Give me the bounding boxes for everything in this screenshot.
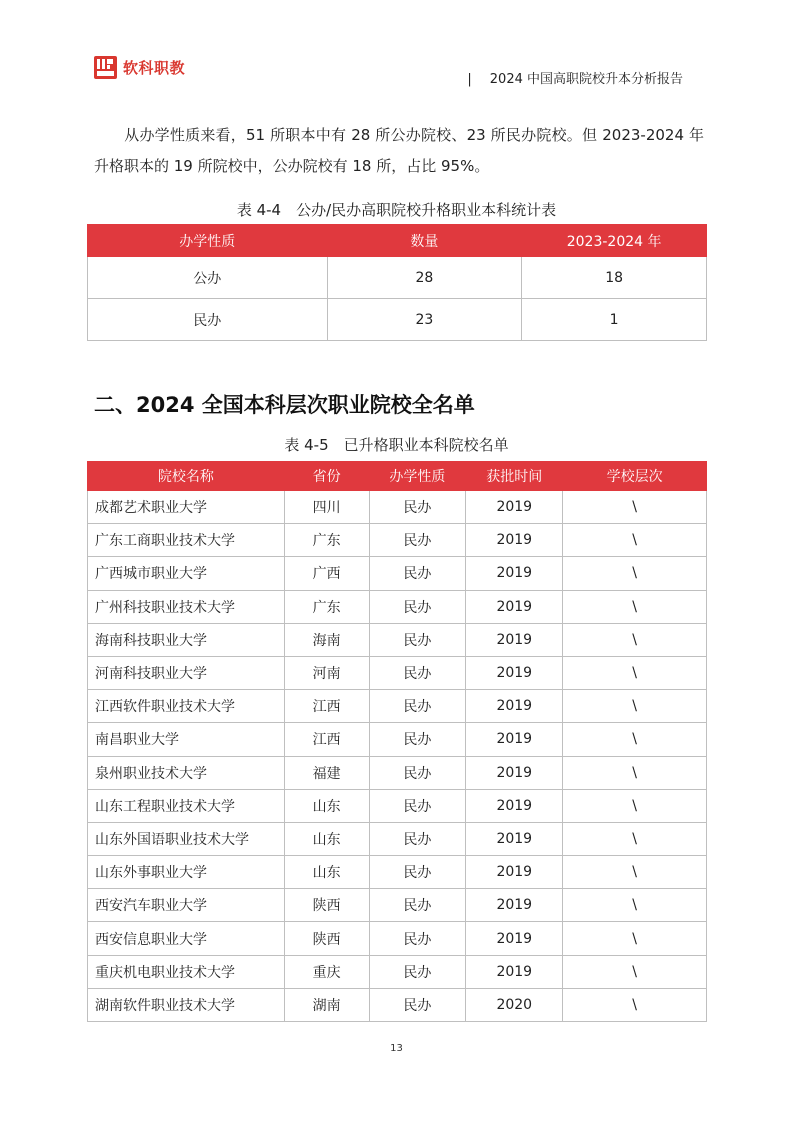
school-level-cell: \ — [563, 491, 707, 524]
table-row — [88, 491, 707, 524]
school-level-cell: \ — [563, 690, 707, 723]
report-title-text: 2024 中国高职院校升本分析报告 — [489, 72, 683, 87]
province-cell: 山东 — [284, 822, 369, 855]
province-cell: 广西 — [284, 557, 369, 590]
school-name-cell: 山东外事职业大学 — [88, 856, 285, 889]
school-level-cell: \ — [563, 590, 707, 623]
ownership-cell: 民办 — [369, 922, 466, 955]
school-name-cell: 西安信息职业大学 — [88, 922, 285, 955]
school-level-cell: \ — [563, 557, 707, 590]
school-level-cell: \ — [563, 656, 707, 689]
table-cell: 民办 — [88, 299, 328, 341]
ownership-cell: 民办 — [369, 690, 466, 723]
province-cell: 江西 — [284, 723, 369, 756]
province-cell: 广东 — [284, 524, 369, 557]
province-cell: 江西 — [284, 690, 369, 723]
province-cell: 山东 — [284, 856, 369, 889]
table-row — [88, 257, 707, 299]
approval-year-cell: 2019 — [466, 856, 563, 889]
table-row — [88, 299, 707, 341]
approval-year-cell: 2019 — [466, 590, 563, 623]
table1-header-cell: 数量 — [327, 225, 522, 257]
intro-paragraph — [94, 120, 704, 182]
table-row — [88, 723, 707, 756]
school-name-cell: 山东工程职业技术大学 — [88, 789, 285, 822]
school-name-cell: 广州科技职业技术大学 — [88, 590, 285, 623]
approval-year-cell: 2019 — [466, 889, 563, 922]
school-name-cell: 海南科技职业大学 — [88, 623, 285, 656]
table-row — [88, 756, 707, 789]
page-number: 13 — [390, 1043, 403, 1054]
approval-year-cell: 2019 — [466, 756, 563, 789]
school-name-cell: 南昌职业大学 — [88, 723, 285, 756]
school-name-cell: 成都艺术职业大学 — [88, 491, 285, 524]
province-cell: 山东 — [284, 789, 369, 822]
ownership-cell: 民办 — [369, 590, 466, 623]
approval-year-cell: 2019 — [466, 955, 563, 988]
table2-header-cell: 院校名称 — [88, 462, 285, 491]
table-row — [88, 557, 707, 590]
ownership-cell: 民办 — [369, 491, 466, 524]
ownership-cell: 民办 — [369, 656, 466, 689]
approval-year-cell: 2019 — [466, 723, 563, 756]
ownership-cell: 民办 — [369, 756, 466, 789]
table-row — [88, 822, 707, 855]
table-row — [88, 955, 707, 988]
table1-caption: 表 4-4 公办/民办高职院校升格职业本科统计表 — [236, 201, 557, 219]
table2-body — [88, 491, 707, 1022]
ownership-cell: 民办 — [369, 988, 466, 1021]
approval-year-cell: 2019 — [466, 491, 563, 524]
table2-header-cell: 省份 — [284, 462, 369, 491]
table-row — [88, 656, 707, 689]
school-name-cell: 湖南软件职业技术大学 — [88, 988, 285, 1021]
ownership-cell: 民办 — [369, 623, 466, 656]
province-cell: 广东 — [284, 590, 369, 623]
table-cell: 28 — [327, 257, 522, 299]
table-row — [88, 889, 707, 922]
table-row — [88, 856, 707, 889]
school-level-cell: \ — [563, 856, 707, 889]
school-name-cell: 重庆机电职业技术大学 — [88, 955, 285, 988]
school-name-cell: 广西城市职业大学 — [88, 557, 285, 590]
school-name-cell: 河南科技职业大学 — [88, 656, 285, 689]
ownership-cell: 民办 — [369, 723, 466, 756]
province-cell: 海南 — [284, 623, 369, 656]
table-cell: 23 — [327, 299, 522, 341]
table-row — [88, 789, 707, 822]
school-level-cell: \ — [563, 988, 707, 1021]
table1 — [87, 224, 707, 341]
table1-header-cell: 2023-2024 年 — [522, 225, 707, 257]
school-level-cell: \ — [563, 756, 707, 789]
school-level-cell: \ — [563, 922, 707, 955]
ownership-cell: 民办 — [369, 557, 466, 590]
province-cell: 陕西 — [284, 889, 369, 922]
table1-header-cell: 办学性质 — [88, 225, 328, 257]
province-cell: 重庆 — [284, 955, 369, 988]
province-cell: 陕西 — [284, 922, 369, 955]
table-cell: 1 — [522, 299, 707, 341]
table1-header-row — [88, 225, 707, 257]
province-cell: 四川 — [284, 491, 369, 524]
school-name-cell: 西安汽车职业大学 — [88, 889, 285, 922]
school-level-cell: \ — [563, 524, 707, 557]
school-name-cell: 山东外国语职业技术大学 — [88, 822, 285, 855]
approval-year-cell: 2019 — [466, 623, 563, 656]
table2-header-cell: 学校层次 — [563, 462, 707, 491]
school-level-cell: \ — [563, 723, 707, 756]
brand-logo-icon — [94, 56, 117, 79]
approval-year-cell: 2019 — [466, 524, 563, 557]
ownership-cell: 民办 — [369, 524, 466, 557]
approval-year-cell: 2019 — [466, 656, 563, 689]
province-cell: 湖南 — [284, 988, 369, 1021]
province-cell: 河南 — [284, 656, 369, 689]
school-name-cell: 泉州职业技术大学 — [88, 756, 285, 789]
title-separator: | — [467, 72, 472, 87]
table2-header-row — [88, 462, 707, 491]
school-level-cell: \ — [563, 623, 707, 656]
table-row — [88, 623, 707, 656]
school-level-cell: \ — [563, 889, 707, 922]
ownership-cell: 民办 — [369, 822, 466, 855]
table-cell: 公办 — [88, 257, 328, 299]
ownership-cell: 民办 — [369, 856, 466, 889]
table2-header-cell: 获批时间 — [466, 462, 563, 491]
table-row — [88, 690, 707, 723]
approval-year-cell: 2019 — [466, 789, 563, 822]
school-level-cell: \ — [563, 789, 707, 822]
approval-year-cell: 2020 — [466, 988, 563, 1021]
school-level-cell: \ — [563, 822, 707, 855]
table2-caption: 表 4-5 已升格职业本科院校名单 — [284, 436, 509, 454]
ownership-cell: 民办 — [369, 789, 466, 822]
school-name-cell: 广东工商职业技术大学 — [88, 524, 285, 557]
province-cell: 福建 — [284, 756, 369, 789]
school-name-cell: 江西软件职业技术大学 — [88, 690, 285, 723]
table2-header-cell: 办学性质 — [369, 462, 466, 491]
ownership-cell: 民办 — [369, 955, 466, 988]
table-row — [88, 524, 707, 557]
approval-year-cell: 2019 — [466, 690, 563, 723]
brand-logo — [94, 56, 185, 79]
intro-paragraph-text: 从办学性质来看，51 所职本中有 28 所公办院校、23 所民办院校。但 2023-2024 年升格职本的 19 所院校中，公办院校有 18 所，占比 95%。 — [94, 126, 704, 175]
table-row — [88, 988, 707, 1021]
table-cell: 18 — [522, 257, 707, 299]
school-level-cell: \ — [563, 955, 707, 988]
table2 — [87, 461, 707, 1022]
page-header — [0, 0, 793, 100]
report-title — [467, 68, 683, 87]
ownership-cell: 民办 — [369, 889, 466, 922]
section-heading: 二、2024 全国本科层次职业院校全名单 — [94, 393, 475, 417]
brand-name: 软科职教 — [123, 59, 186, 77]
approval-year-cell: 2019 — [466, 822, 563, 855]
approval-year-cell: 2019 — [466, 922, 563, 955]
approval-year-cell: 2019 — [466, 557, 563, 590]
table-row — [88, 922, 707, 955]
table-row — [88, 590, 707, 623]
